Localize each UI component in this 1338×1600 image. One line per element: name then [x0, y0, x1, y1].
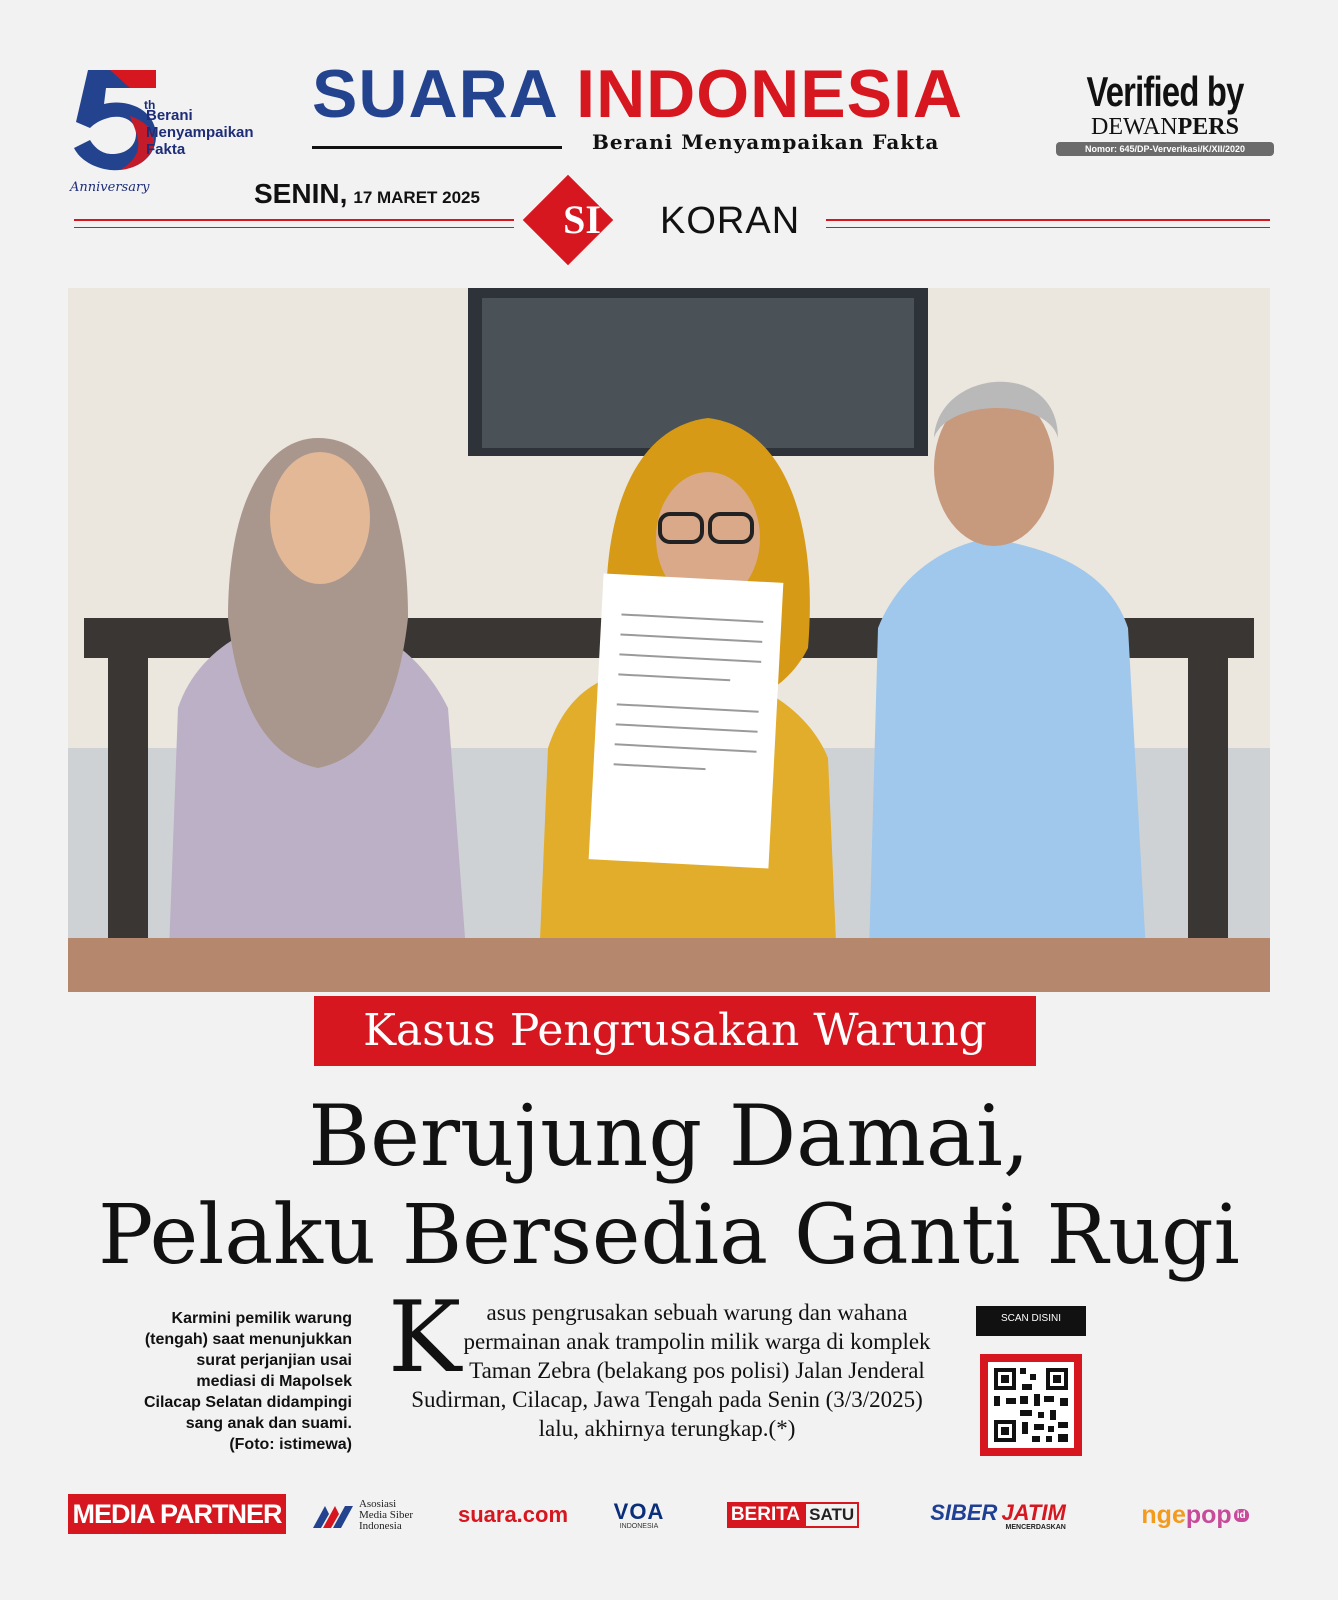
- story-dropcap: K: [388, 1281, 462, 1395]
- dewan-pers-name: [1056, 114, 1274, 140]
- qr-code-block[interactable]: [976, 1306, 1086, 1458]
- masthead-rule-left: [74, 219, 514, 228]
- jatim-text: JATIM: [1001, 1499, 1066, 1525]
- brand-tagline: Berani Menyampaikan Fakta: [592, 130, 940, 154]
- amsi-text: [359, 1499, 413, 1532]
- section-name: KORAN: [660, 200, 801, 242]
- partner-suara-logo[interactable]: suara.com: [457, 1502, 569, 1527]
- partner-amsi-logo[interactable]: [302, 1496, 422, 1534]
- anniversary-tagline-line: Fakta: [146, 141, 186, 158]
- beritasatu-part-b: SATU: [804, 1502, 859, 1528]
- verification-number: Nomor: 645/DP-Ververikasi/K/XII/2020: [1056, 142, 1274, 156]
- story-lead: [390, 1298, 944, 1443]
- qr-label: SCAN DISINI: [976, 1306, 1086, 1336]
- edition-full-date: 17 MARET 2025: [353, 188, 480, 207]
- brand-part-suara: SUARA: [312, 56, 557, 132]
- verified-title: Verified by: [1086, 68, 1244, 115]
- media-partner-label: MEDIA PARTNER: [68, 1494, 286, 1534]
- ngepop-part-a: nge: [1141, 1500, 1186, 1529]
- qr-frame: [980, 1354, 1082, 1456]
- voa-subtext: INDONESIA: [619, 1522, 659, 1530]
- dropcap-spacer: [390, 1298, 450, 1382]
- story-text: asus pengrusakan sebuah warung dan wahana permainan anak trampolin milik warga di komplek Taman Zebra (belakang pos polisi) Jalan Jenderal Sudirman, Cilacap, Jawa Tengah pada Senin (3/3/2025) lalu, akhirnya terungkap.(*): [411, 1300, 931, 1441]
- anniversary-suffix: th: [144, 98, 156, 112]
- amsi-line: Indonesia: [358, 1519, 402, 1532]
- amsi-line: Media Siber: [358, 1508, 414, 1521]
- partner-beritasatu-logo[interactable]: [716, 1496, 870, 1534]
- brand-part-indonesia: INDONESIA: [576, 56, 963, 132]
- pers-text: PERS: [1177, 114, 1239, 140]
- tagline-divider: [312, 146, 562, 149]
- amsi-icon: [311, 1500, 355, 1530]
- voa-text: VOA: [613, 1498, 665, 1524]
- ngepop-part-c: id: [1234, 1509, 1249, 1522]
- section-badge: SI: [563, 197, 601, 242]
- anniversary-tagline-line: Berani: [146, 107, 193, 124]
- ngepop-part-b: pop: [1185, 1500, 1232, 1529]
- verified-badge: [1056, 70, 1274, 156]
- masthead-rule-right: [826, 219, 1270, 228]
- photo-caption: Karmini pemilik warung (tengah) saat menunjukkan surat perjanjian usai mediasi di Mapolsek Cilacap Selatan didampingi sang anak dan suami. (Foto: istimewa): [143, 1310, 352, 1453]
- edition-day: SENIN,: [254, 178, 348, 209]
- anniversary-tagline-line: Menyampaikan: [146, 124, 254, 141]
- partner-siberjatim-logo[interactable]: [902, 1496, 1094, 1534]
- anniversary-tagline: [146, 107, 254, 158]
- qr-code-icon: [980, 1354, 1082, 1456]
- headline-line-2: Pelaku Bersedia Ganti Rugi: [98, 1188, 1240, 1283]
- partner-ngepop-logo[interactable]: [1128, 1496, 1262, 1534]
- siber-text: SIBER: [930, 1499, 998, 1525]
- headline-line-1: Berujung Damai,: [308, 1087, 1030, 1185]
- siberjatim-wordmark: [930, 1500, 1066, 1531]
- headline-kicker: Kasus Pengrusakan Warung: [314, 996, 1036, 1066]
- edition-date: [254, 178, 480, 210]
- siberjatim-subtext: MENCERDASKAN: [1005, 1523, 1066, 1531]
- photo-illustration: [68, 288, 1270, 992]
- brand-logo: [312, 58, 963, 130]
- news-photo: [68, 288, 1270, 992]
- dewan-text: DEWAN: [1090, 114, 1178, 140]
- anniversary-script: Anniversary: [70, 180, 150, 195]
- amsi-line: Asosiasi: [358, 1497, 397, 1510]
- beritasatu-part-a: BERITA: [727, 1502, 804, 1528]
- partner-voa-logo[interactable]: [604, 1496, 674, 1534]
